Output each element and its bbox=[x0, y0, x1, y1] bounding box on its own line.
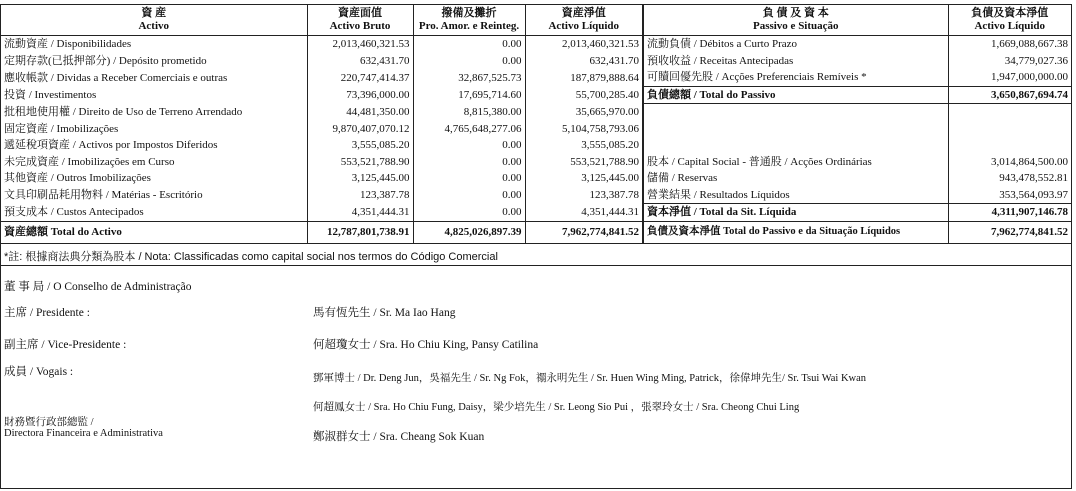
liabilities-header: 負 債 及 資 本 Passivo e Situação bbox=[643, 5, 948, 36]
gross-value: 553,521,788.90 bbox=[307, 154, 413, 171]
table-row bbox=[1, 187, 1071, 204]
liability-label: 流動負債 / Débitos a Curto Prazo bbox=[643, 36, 948, 53]
liability-label: 資本淨值 / Total da Sit. Líquida bbox=[643, 204, 948, 222]
amortization-value: 0.00 bbox=[413, 204, 525, 222]
gross-value: 4,351,444.31 bbox=[307, 204, 413, 222]
net-value: 35,665,970.00 bbox=[525, 104, 643, 121]
net-value: 3,125,445.00 bbox=[525, 170, 643, 187]
table-row bbox=[1, 154, 1071, 171]
net-value: 187,879,888.64 bbox=[525, 69, 643, 86]
table-row bbox=[1, 36, 1071, 53]
net-header: 資産淨值 Activo Líquido bbox=[525, 5, 643, 36]
liability-value: 34,779,027.36 bbox=[1004, 54, 1068, 67]
table-header-row bbox=[1, 5, 1071, 36]
asset-label: 應收帳款 / Dividas a Receber Comerciais e outras bbox=[1, 69, 307, 86]
net-value: 5,104,758,793.06 bbox=[525, 121, 643, 138]
total-liabilities-label: 負債及資本淨值 Total do Passivo e da Situação Líquidos bbox=[643, 221, 948, 243]
liability-value: 1,669,088,667.38 bbox=[991, 38, 1068, 51]
liability-value: 3,650,867,694.74 bbox=[948, 86, 1071, 104]
director-name: 鄭淑群女士 / Sra. Cheang Sok Kuan bbox=[313, 430, 485, 443]
amortization-value: 0.00 bbox=[413, 36, 525, 53]
asset-label: 投資 / Investimentos bbox=[1, 86, 307, 104]
net-value: 2,013,460,321.53 bbox=[525, 36, 643, 53]
liability-value bbox=[948, 137, 1071, 154]
gross-value: 220,747,414.37 bbox=[307, 69, 413, 86]
total-amortization: 4,825,026,897.39 bbox=[413, 221, 525, 243]
liability-label: 儲備 / Reservas bbox=[643, 170, 948, 187]
asset-label: 遞延稅項資産 / Activos por Impostos Diferidos bbox=[1, 137, 307, 154]
amortization-value: 0.00 bbox=[413, 187, 525, 204]
assets-header: 資 産 Activo bbox=[1, 5, 307, 36]
asset-label: 固定資産 / Imobilizações bbox=[1, 121, 307, 138]
liability-value bbox=[948, 121, 1071, 138]
total-net: 7,962,774,841.52 bbox=[525, 221, 643, 243]
footnote: *註: 根據商法典分類為股本 / Nota: Classificadas como capital social nos termos do Código Comercial bbox=[1, 244, 1071, 266]
amortization-value: 0.00 bbox=[413, 170, 525, 187]
amortization-value: 0.00 bbox=[413, 154, 525, 171]
totals-row bbox=[1, 221, 1071, 243]
amortization-value: 8,815,380.00 bbox=[413, 104, 525, 121]
liability-value bbox=[948, 104, 1071, 121]
liability-value: 1,947,000,000.00 bbox=[991, 71, 1068, 84]
asset-label: 定期存款(已抵押部分) / Depósito prometido bbox=[1, 53, 307, 70]
net-value: 632,431.70 bbox=[525, 53, 643, 70]
gross-value: 2,013,460,321.53 bbox=[307, 36, 413, 53]
table-row bbox=[1, 86, 1071, 104]
table-row bbox=[1, 170, 1071, 187]
gross-value: 632,431.70 bbox=[307, 53, 413, 70]
amortization-value: 0.00 bbox=[413, 53, 525, 70]
table-row bbox=[1, 104, 1071, 121]
liability-label: 負債總額 / Total do Passivo bbox=[643, 86, 948, 104]
table-row bbox=[1, 53, 1071, 70]
net-value: 55,700,285.40 bbox=[525, 86, 643, 104]
liability-value: 3,014,864,500.00 bbox=[991, 155, 1068, 168]
table-row bbox=[1, 121, 1071, 138]
liability-label: 可贖回優先股 / Acções Preferenciais Remíveis * bbox=[643, 69, 948, 86]
total-liabilities-value: 7,962,774,841.52 bbox=[948, 221, 1071, 243]
asset-label: 其他資産 / Outros Imobilizações bbox=[1, 170, 307, 187]
gross-value: 3,125,445.00 bbox=[307, 170, 413, 187]
amortization-header: 撥備及攤折 Pro. Amor. e Reinteg. bbox=[413, 5, 525, 36]
liability-value: 353,564,093.97 bbox=[999, 188, 1068, 201]
liability-label: 營業結果 / Resultados Líquidos bbox=[643, 187, 948, 204]
amortization-value: 0.00 bbox=[413, 137, 525, 154]
net-value: 4,351,444.31 bbox=[525, 204, 643, 222]
asset-label: 未完成資産 / Imobilizações em Curso bbox=[1, 154, 307, 171]
director-label-2: Directora Financeira e Administrativa bbox=[4, 427, 163, 439]
liability-label bbox=[643, 137, 948, 154]
asset-label: 預支成本 / Custos Antecipados bbox=[1, 204, 307, 222]
liability-label bbox=[643, 104, 948, 121]
gross-value: 3,555,085.20 bbox=[307, 137, 413, 154]
table-row bbox=[1, 69, 1071, 86]
liability-value: 4,311,907,146.78 bbox=[948, 204, 1071, 222]
table-row bbox=[1, 137, 1071, 154]
amortization-value: 32,867,525.73 bbox=[413, 69, 525, 86]
vice-president-label: 副主席 / Vice-Presidente : bbox=[4, 338, 127, 351]
gross-value: 44,481,350.00 bbox=[307, 104, 413, 121]
members-line-2: 何超鳳女士 / Sra. Ho Chiu Fung, Daisy，梁少培先生 / Sr. Leong Sio Pui ，張翠玲女士 / Sra. Cheong Chui Ling bbox=[313, 401, 800, 413]
total-asset-label: 資産總額 Total do Activo bbox=[1, 221, 307, 243]
amortization-value: 17,695,714.60 bbox=[413, 86, 525, 104]
president-label: 主席 / Presidente : bbox=[4, 306, 90, 319]
gross-value: 9,870,407,070.12 bbox=[307, 121, 413, 138]
gross-header: 資産面值 Activo Bruto bbox=[307, 5, 413, 36]
asset-label: 流動資産 / Disponibilidades bbox=[1, 36, 307, 53]
liability-label bbox=[643, 121, 948, 138]
liability-value: 943,478,552.81 bbox=[999, 172, 1068, 185]
total-gross: 12,787,801,738.91 bbox=[307, 221, 413, 243]
net-value: 553,521,788.90 bbox=[525, 154, 643, 171]
net-value: 123,387.78 bbox=[525, 187, 643, 204]
amortization-value: 4,765,648,277.06 bbox=[413, 121, 525, 138]
liabilities-net-header: 負債及資本淨值 Activo Líquido bbox=[948, 5, 1071, 36]
gross-value: 123,387.78 bbox=[307, 187, 413, 204]
gross-value: 73,396,000.00 bbox=[307, 86, 413, 104]
net-value: 3,555,085.20 bbox=[525, 137, 643, 154]
members-line-1: 鄧軍博士 / Dr. Deng Jun，吳福先生 / Sr. Ng Fok，禤永明先生 / Sr. Huen Wing Ming, Patrick，徐偉坤先生/ Sr. Tsui Wai Kwan bbox=[313, 372, 867, 384]
asset-label: 批租地使用權 / Direito de Uso de Terreno Arrendado bbox=[1, 104, 307, 121]
vice-president-name: 何超瓊女士 / Sra. Ho Chiu King, Pansy Catilina bbox=[313, 338, 539, 351]
balance-sheet-document bbox=[0, 4, 1072, 489]
table-row bbox=[1, 204, 1071, 222]
liability-label: 預收收益 / Receitas Antecipadas bbox=[643, 53, 948, 70]
director-label-1: 財務暨行政部總監 / bbox=[4, 416, 94, 428]
members-label: 成員 / Vogais : bbox=[4, 365, 74, 378]
asset-label: 文具印刷品耗用物料 / Matérias - Escritório bbox=[1, 187, 307, 204]
liability-label: 股本 / Capital Social - 普通股 / Acções Ordinárias bbox=[643, 154, 948, 171]
board-title: 董 事 局 / O Conselho de Administração bbox=[4, 280, 192, 293]
balance-sheet-table bbox=[1, 5, 1071, 244]
president-name: 馬有恆先生 / Sr. Ma Iao Hang bbox=[313, 306, 456, 319]
